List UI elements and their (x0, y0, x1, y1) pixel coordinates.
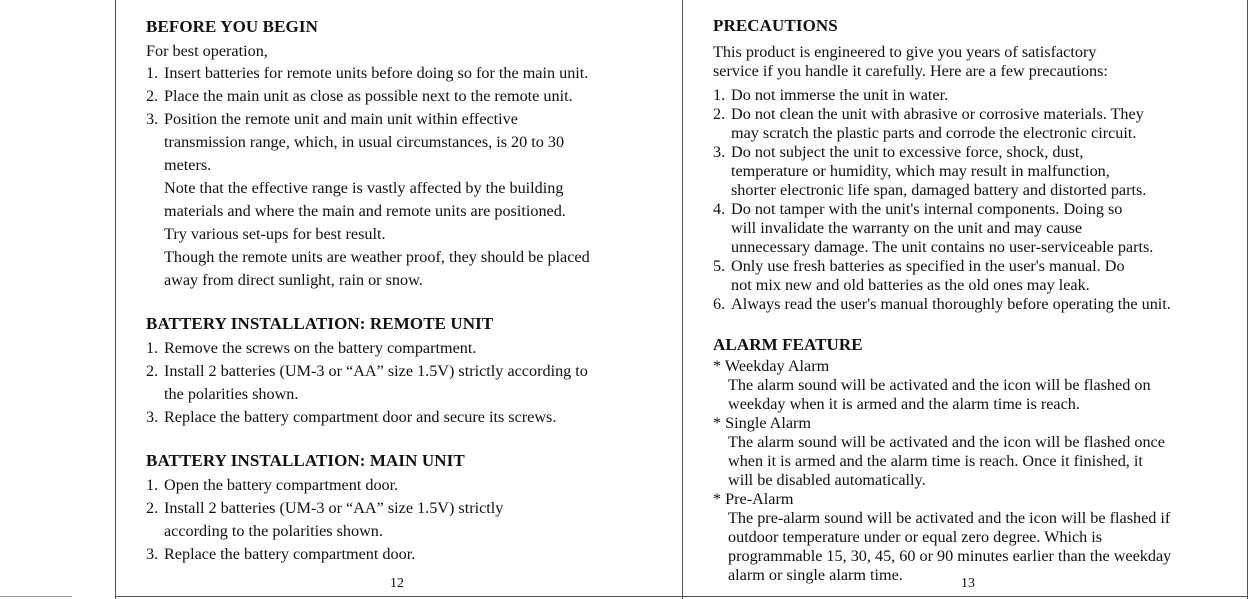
alarm-desc-line: programmable 15, 30, 45, 60 or 90 minutes earlier than the weekday (728, 547, 1172, 565)
list-item (146, 497, 676, 543)
list-item (146, 406, 676, 429)
list-item-line: Try various set-ups for best result. (164, 225, 386, 243)
list-item-line: according to the polarities shown. (164, 522, 383, 540)
list-item-line: may scratch the plastic parts and corrode the electronic circuit. (731, 124, 1137, 142)
alarm-feature-heading: ALARM FEATURE (713, 335, 863, 354)
alarm-desc-line: when it is armed and the alarm time is reach. Once it finished, it (728, 452, 1143, 470)
list-item-line: meters. (164, 156, 212, 174)
list-item-number: 1. (146, 64, 159, 82)
left-page (146, 14, 676, 566)
list-item (713, 295, 1243, 314)
list-item-line: Only use fresh batteries as specified in the user's manual. Do (731, 257, 1125, 275)
list-item-line: Do not subject the unit to excessive force, shock, dust, (731, 143, 1084, 161)
list-item (146, 337, 676, 360)
alarm-desc-line: The alarm sound will be activated and the icon will be flashed once (728, 433, 1165, 451)
list-item-line: Replace the battery compartment door. (164, 545, 416, 563)
bottom-page-border (115, 596, 1248, 597)
alarm-desc-line: weekday when it is armed and the alarm time is reach. (728, 395, 1080, 413)
list-item-number: 6. (713, 295, 726, 313)
alarm-item-title: * Single Alarm (713, 414, 812, 432)
precautions-heading: PRECAUTIONS (713, 16, 838, 35)
section-gap (146, 292, 676, 311)
list-item-line: not mix new and old batteries as the old ones may leak. (731, 276, 1090, 294)
list-item-line: the polarities shown. (164, 385, 299, 403)
list-item-line: transmission range, which, in usual circumstances, is 20 to 30 (164, 133, 565, 151)
list-item (146, 360, 676, 406)
list-item-line: Always read the user's manual thoroughly before operating the unit. (731, 295, 1171, 313)
list-item-number: 2. (146, 87, 159, 105)
list-item-line: will invalidate the warranty on the unit and may cause (731, 219, 1083, 237)
list-item (146, 85, 676, 108)
list-item-line: materials and where the main and remote units are positioned. (164, 202, 566, 220)
before-you-begin-intro: For best operation, (146, 42, 268, 60)
list-item-line: Note that the effective range is vastly affected by the building (164, 179, 564, 197)
list-item-line: shorter electronic life span, damaged battery and distorted parts. (731, 181, 1147, 199)
list-item-number: 3. (146, 408, 159, 426)
right-page (713, 14, 1243, 585)
list-item-line: away from direct sunlight, rain or snow. (164, 271, 423, 289)
list-item-line: Do not immerse the unit in water. (731, 86, 949, 104)
list-item-number: 2. (713, 105, 726, 123)
alarm-item-description (713, 509, 1243, 585)
section-gap (713, 314, 1243, 333)
list-item (713, 257, 1243, 295)
intro-line: This product is engineered to give you years of satisfactory (713, 43, 1097, 61)
margin-stub-line (0, 596, 72, 597)
list-item-number: 5. (713, 257, 726, 275)
list-item (146, 543, 676, 566)
alarm-desc-line: The pre-alarm sound will be activated and the icon will be flashed if (728, 509, 1171, 527)
list-item-line: Install 2 batteries (UM-3 or “AA” size 1.5V) strictly (164, 499, 504, 517)
alarm-item-description (713, 376, 1243, 414)
list-item (713, 143, 1243, 200)
list-item-number: 3. (713, 143, 726, 161)
list-item-text: Place the main unit as close as possible next to the remote unit. (164, 87, 573, 105)
list-item-number: 1. (146, 476, 159, 494)
intro-line: service if you handle it carefully. Here are a few precautions: (713, 62, 1108, 80)
list-item-line: Open the battery compartment door. (164, 476, 399, 494)
list-item-line: Though the remote units are weather proof, they should be placed (164, 248, 590, 266)
left-page-border (115, 0, 116, 599)
list-item-number: 3. (146, 545, 159, 563)
list-item (713, 105, 1243, 143)
alarm-desc-line: The alarm sound will be activated and the icon will be flashed on (728, 376, 1151, 394)
page-divider (682, 0, 683, 599)
right-page-border (1247, 0, 1248, 599)
list-item-line: temperature or humidity, which may result in malfunction, (731, 162, 1110, 180)
list-item-number: 1. (713, 86, 726, 104)
list-item-number: 3. (146, 110, 159, 128)
list-item-line: Do not clean the unit with abrasive or corrosive materials. They (731, 105, 1144, 123)
precautions-intro (713, 43, 1243, 81)
alarm-item-title: * Pre-Alarm (713, 490, 794, 508)
alarm-desc-line: alarm or single alarm time. (728, 566, 903, 584)
list-item (146, 474, 676, 497)
alarm-desc-line: will be disabled automatically. (728, 471, 926, 489)
list-item-number: 4. (713, 200, 726, 218)
section-gap (146, 429, 676, 448)
alarm-item-title: * Weekday Alarm (713, 357, 830, 375)
list-item (713, 200, 1243, 257)
list-item-number: 2. (146, 362, 159, 380)
list-item (146, 108, 676, 292)
list-item-number: 1. (146, 339, 159, 357)
list-item-line: Replace the battery compartment door and secure its screws. (164, 408, 557, 426)
list-item-number: 2. (146, 499, 159, 517)
list-item-line: Install 2 batteries (UM-3 or “AA” size 1.5V) strictly according to (164, 362, 588, 380)
list-item-line: Position the remote unit and main unit within effective (164, 110, 518, 128)
alarm-item-description (713, 433, 1243, 490)
list-item-text: Insert batteries for remote units before doing so for the main unit. (164, 64, 589, 82)
page-number-right: 13 (961, 576, 975, 591)
list-item-line: unnecessary damage. The unit contains no user-serviceable parts. (731, 238, 1154, 256)
list-item-line: Do not tamper with the unit's internal components. Doing so (731, 200, 1123, 218)
page-number-left: 12 (390, 576, 404, 591)
before-you-begin-heading: BEFORE YOU BEGIN (146, 17, 318, 36)
battery-remote-heading: BATTERY INSTALLATION: REMOTE UNIT (146, 314, 494, 333)
list-item-line: Remove the screws on the battery compartment. (164, 339, 477, 357)
alarm-desc-line: outdoor temperature under or equal zero degree. Which is (728, 528, 1103, 546)
battery-main-heading: BATTERY INSTALLATION: MAIN UNIT (146, 451, 465, 470)
list-item (713, 86, 1243, 105)
list-item (146, 62, 676, 85)
